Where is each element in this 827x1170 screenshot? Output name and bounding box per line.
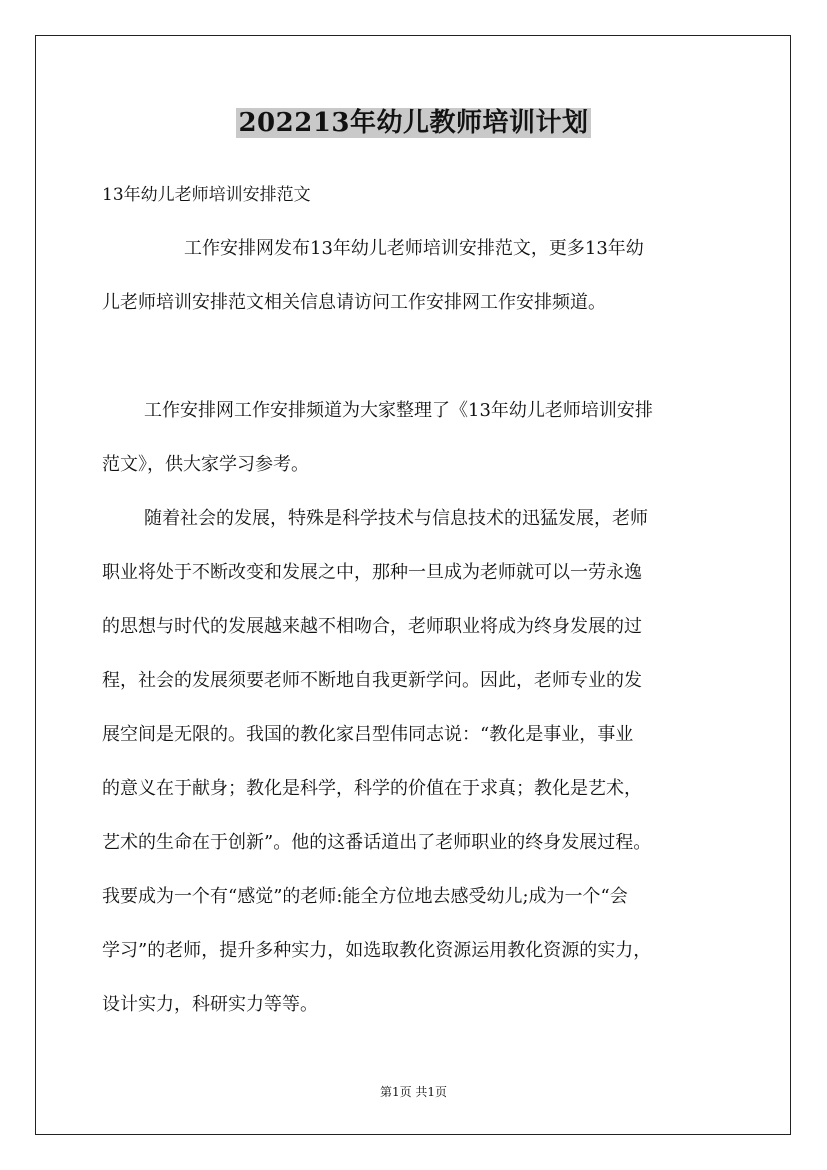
paragraph-body xyxy=(102,492,742,1032)
paragraph-line: 儿老师培训安排范文相关信息请访问工作安排网工作安排频道。 xyxy=(102,292,606,313)
document-subtitle: 13年幼儿老师培训安排范文 xyxy=(102,185,311,205)
paragraph-line: 展空间是无限的。我国的教化家吕型伟同志说：“教化是事业，事业 xyxy=(102,724,634,745)
paragraph-line: 艺术的生命在于创新”。他的这番话道出了老师职业的终身发展过程。 xyxy=(102,832,652,853)
paragraph-intro xyxy=(102,222,742,330)
page-number: 第1页 共1页 xyxy=(379,1085,448,1099)
paragraph-line: 工作安排网发布13年幼儿老师培训安排范文，更多13年幼 xyxy=(184,238,644,259)
document-title: 202213年幼儿教师培训计划 xyxy=(238,108,589,138)
paragraph-line: 程，社会的发展须要老师不断地自我更新学问。因此，老师专业的发 xyxy=(102,670,642,691)
paragraph-line: 范文》，供大家学习参考。 xyxy=(102,454,309,475)
paragraph-line: 我要成为一个有“感觉”的老师:能全方位地去感受幼儿;成为一个“会 xyxy=(102,886,628,907)
paragraph-line: 职业将处于不断改变和发展之中，那种一旦成为老师就可以一劳永逸 xyxy=(102,562,642,583)
paragraph-line: 设计实力，科研实力等等。 xyxy=(102,994,318,1015)
paragraph-line: 随着社会的发展，特殊是科学技术与信息技术的迅猛发展，老师 xyxy=(144,508,648,529)
paragraph-line: 工作安排网工作安排频道为大家整理了《13年幼儿老师培训安排 xyxy=(144,400,653,421)
paragraph-compiled xyxy=(102,384,742,492)
paragraph-line: 的意义在于献身；教化是科学，科学的价值在于求真；教化是艺术， xyxy=(102,778,642,799)
paragraph-line: 学习”的老师，提升多种实力，如选取教化资源运用教化资源的实力， xyxy=(102,940,652,961)
paragraph-line: 的思想与时代的发展越来越不相吻合，老师职业将成为终身发展的过 xyxy=(102,616,642,637)
